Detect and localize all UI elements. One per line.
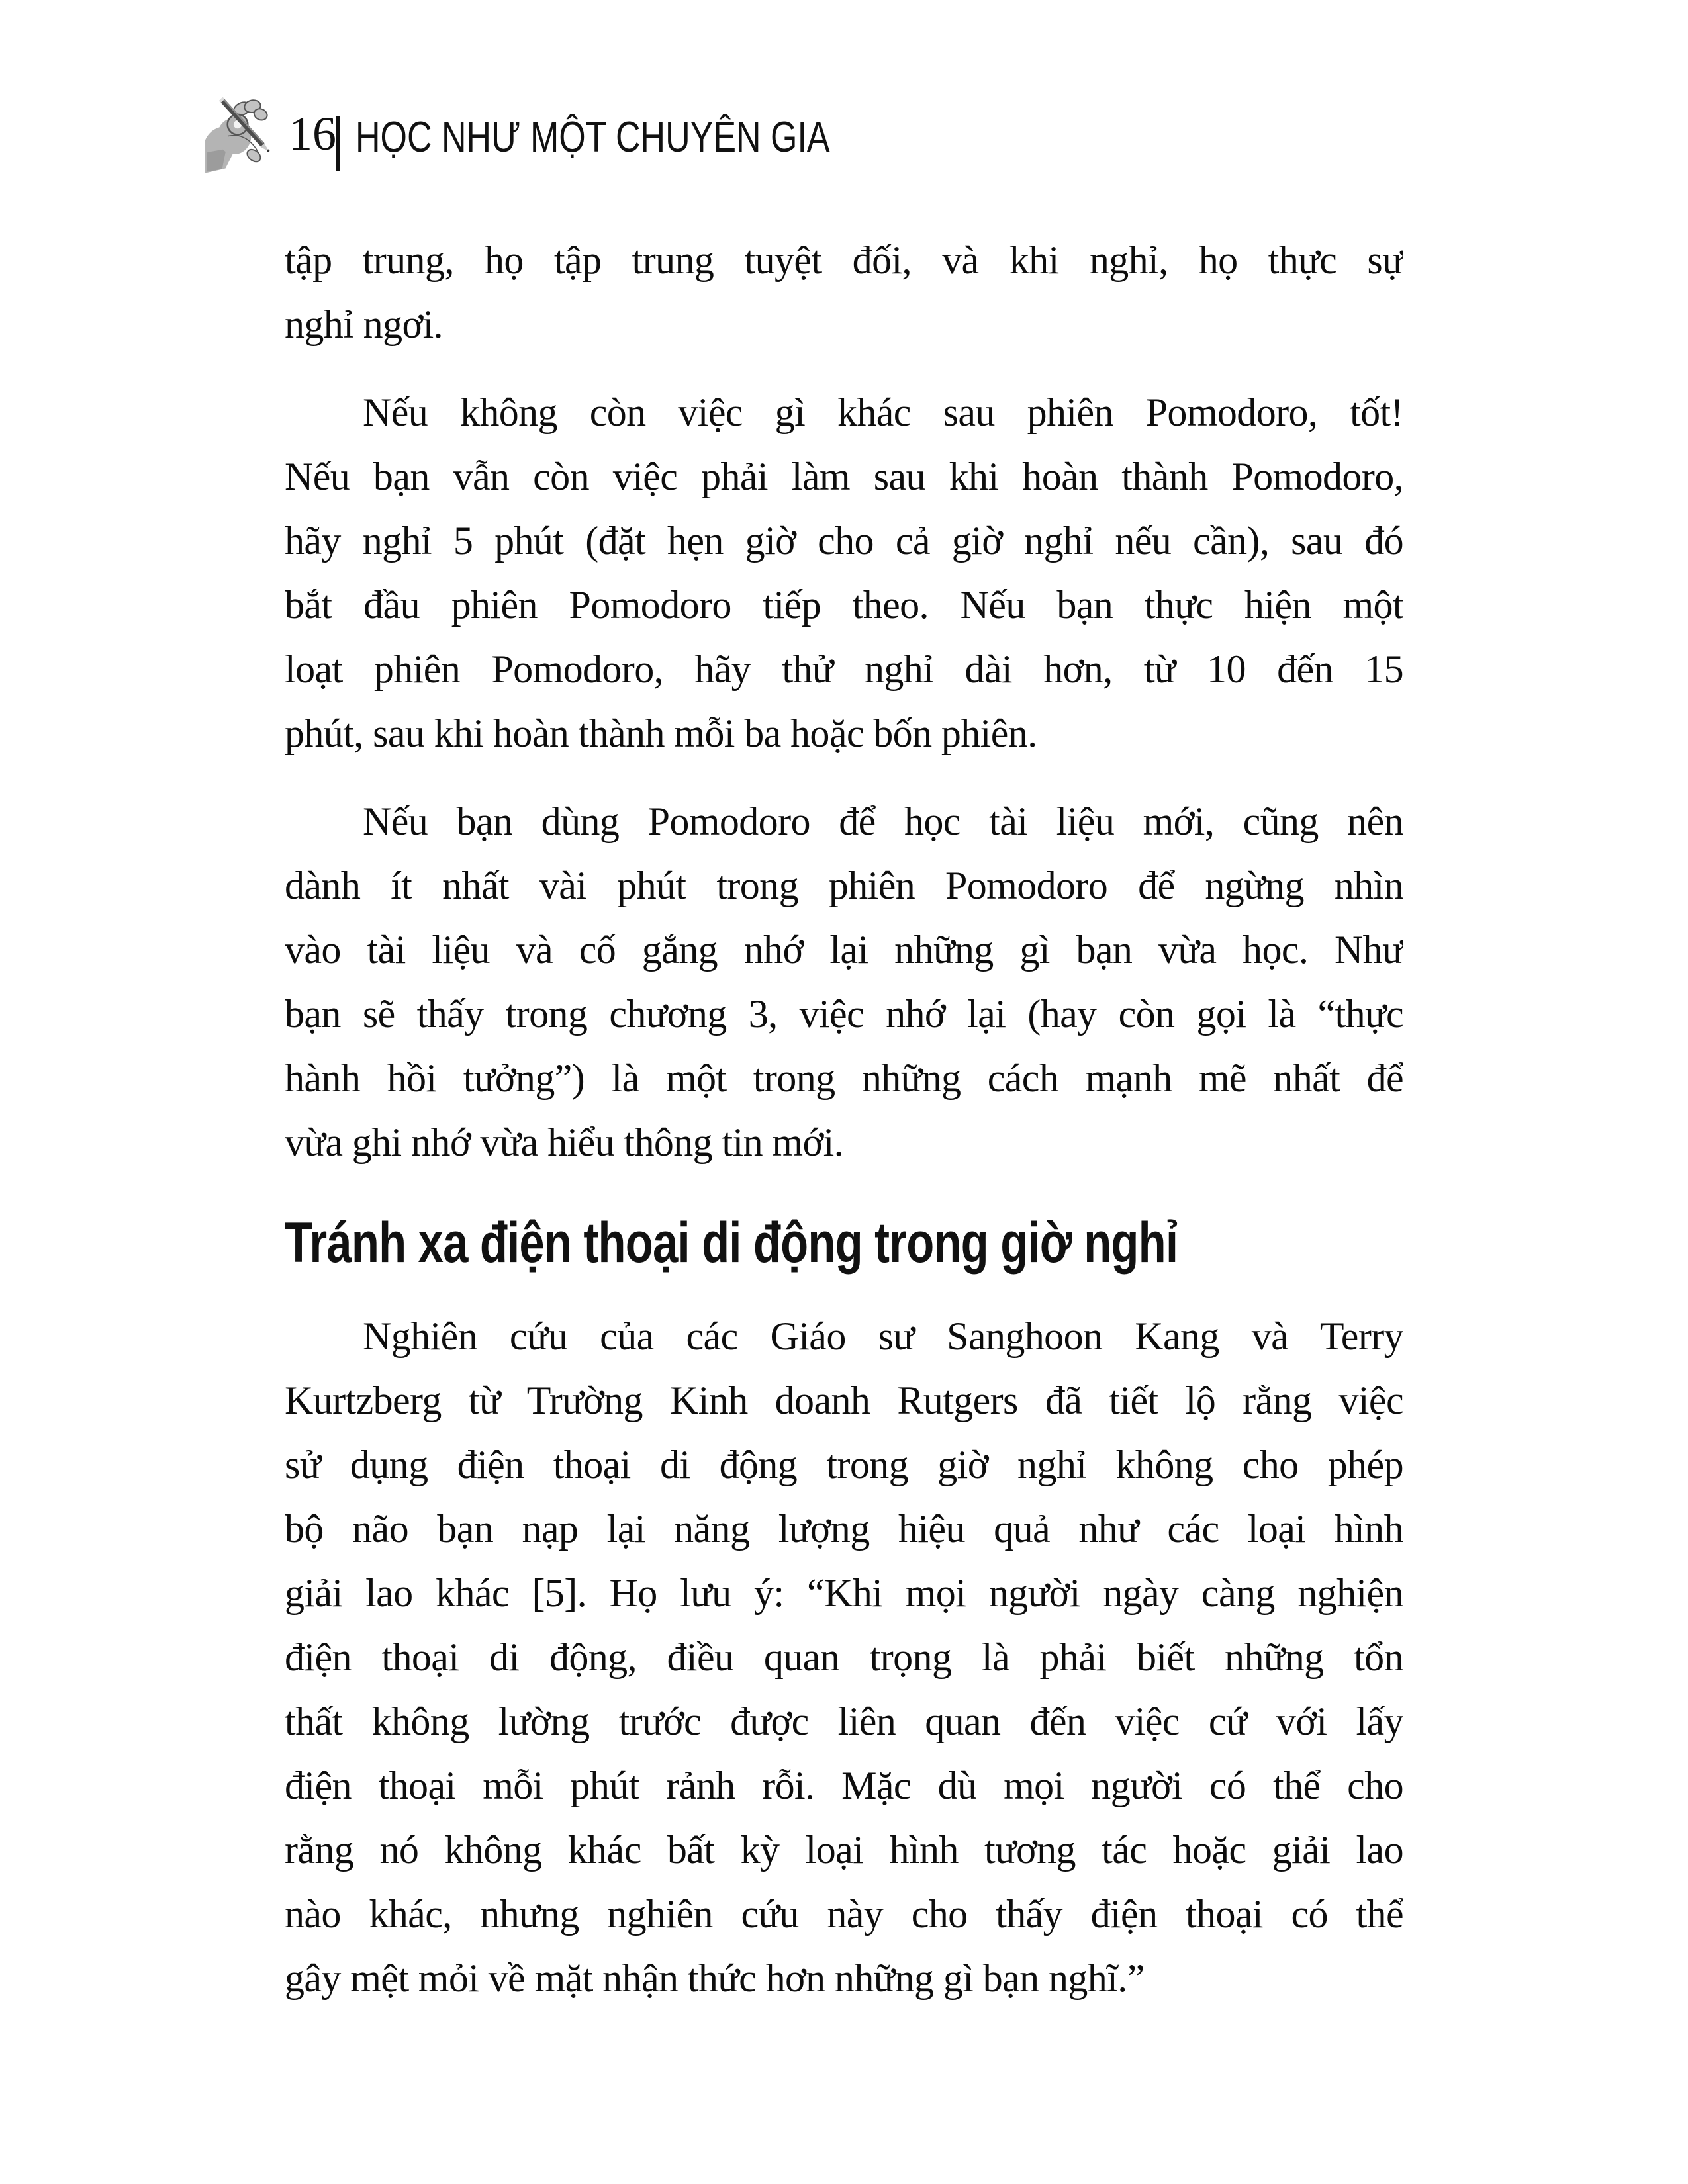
- text-line: loạt phiên Pomodoro, hãy thử nghỉ dài hơn, từ 10 đến 15: [285, 647, 1403, 691]
- text-line: thất không lường trước được liên quan đến việc cứ với lấy: [285, 1700, 1403, 1743]
- paragraph: [285, 1304, 1403, 2011]
- text-line: gây mệt mỏi về mặt nhận thức hơn những gì bạn nghĩ.”: [285, 1956, 1145, 2000]
- text-line: Nghiên cứu của các Giáo sư Sanghoon Kang và Terry: [363, 1314, 1403, 1358]
- running-title: HỌC NHƯ MỘT CHUYÊN GIA: [355, 113, 830, 161]
- header-separator-bar: [336, 116, 340, 171]
- text-line: rằng nó không khác bất kỳ loại hình tương tác hoặc giải lao: [285, 1828, 1403, 1872]
- text-line: Nếu bạn dùng Pomodoro để học tài liệu mới, cũng nên: [363, 799, 1403, 843]
- text-line: vào tài liệu và cố gắng nhớ lại những gì bạn vừa học. Như: [285, 928, 1403, 972]
- paragraph: [285, 381, 1403, 766]
- text-line: điện thoại di động, điều quan trọng là phải biết những tổn: [285, 1635, 1403, 1679]
- paragraph: [285, 790, 1403, 1175]
- text-line: bạn sẽ thấy trong chương 3, việc nhớ lại (hay còn gọi là “thực: [285, 992, 1403, 1036]
- text-line: tập trung, họ tập trung tuyệt đối, và khi nghỉ, họ thực sự: [285, 238, 1403, 282]
- text-line: bộ não bạn nạp lại năng lượng hiệu quả như các loại hình: [285, 1507, 1403, 1551]
- text-line: hành hồi tưởng”) là một trong những cách mạnh mẽ nhất để: [285, 1056, 1403, 1100]
- text-line: vừa ghi nhớ vừa hiểu thông tin mới.: [285, 1120, 844, 1164]
- text-line: phút, sau khi hoàn thành mỗi ba hoặc bốn phiên.: [285, 711, 1037, 755]
- text-line: điện thoại mỗi phút rảnh rỗi. Mặc dù mọi người có thể cho: [285, 1764, 1403, 1807]
- text-line: nào khác, nhưng nghiên cứu này cho thấy điện thoại có thể: [285, 1892, 1403, 1936]
- paragraph: [285, 228, 1403, 357]
- text-line: Kurtzberg từ Trường Kinh doanh Rutgers đã tiết lộ rằng việc: [285, 1379, 1403, 1422]
- text-line: hãy nghỉ 5 phút (đặt hẹn giờ cho cả giờ nghỉ nếu cần), sau đó: [285, 519, 1403, 563]
- section-heading-text: Tránh xa điện thoại di động trong giờ nghỉ: [285, 1211, 1178, 1275]
- text-line: Nếu bạn vẫn còn việc phải làm sau khi hoàn thành Pomodoro,: [285, 455, 1403, 498]
- section-heading: [285, 1206, 1403, 1279]
- text-line: nghỉ ngơi.: [285, 302, 444, 346]
- text-line: Nếu không còn việc gì khác sau phiên Pomodoro, tốt!: [363, 390, 1403, 434]
- body-text: [285, 228, 1403, 2011]
- text-line: giải lao khác [5]. Họ lưu ý: “Khi mọi người ngày càng nghiện: [285, 1571, 1403, 1615]
- text-line: dành ít nhất vài phút trong phiên Pomodoro để ngừng nhìn: [285, 864, 1403, 907]
- writing-hand-pencil-icon: [204, 97, 271, 175]
- page-number: 16: [289, 107, 336, 160]
- text-line: bắt đầu phiên Pomodoro tiếp theo. Nếu bạn thực hiện một: [285, 583, 1403, 627]
- text-line: sử dụng điện thoại di động trong giờ nghỉ không cho phép: [285, 1443, 1403, 1486]
